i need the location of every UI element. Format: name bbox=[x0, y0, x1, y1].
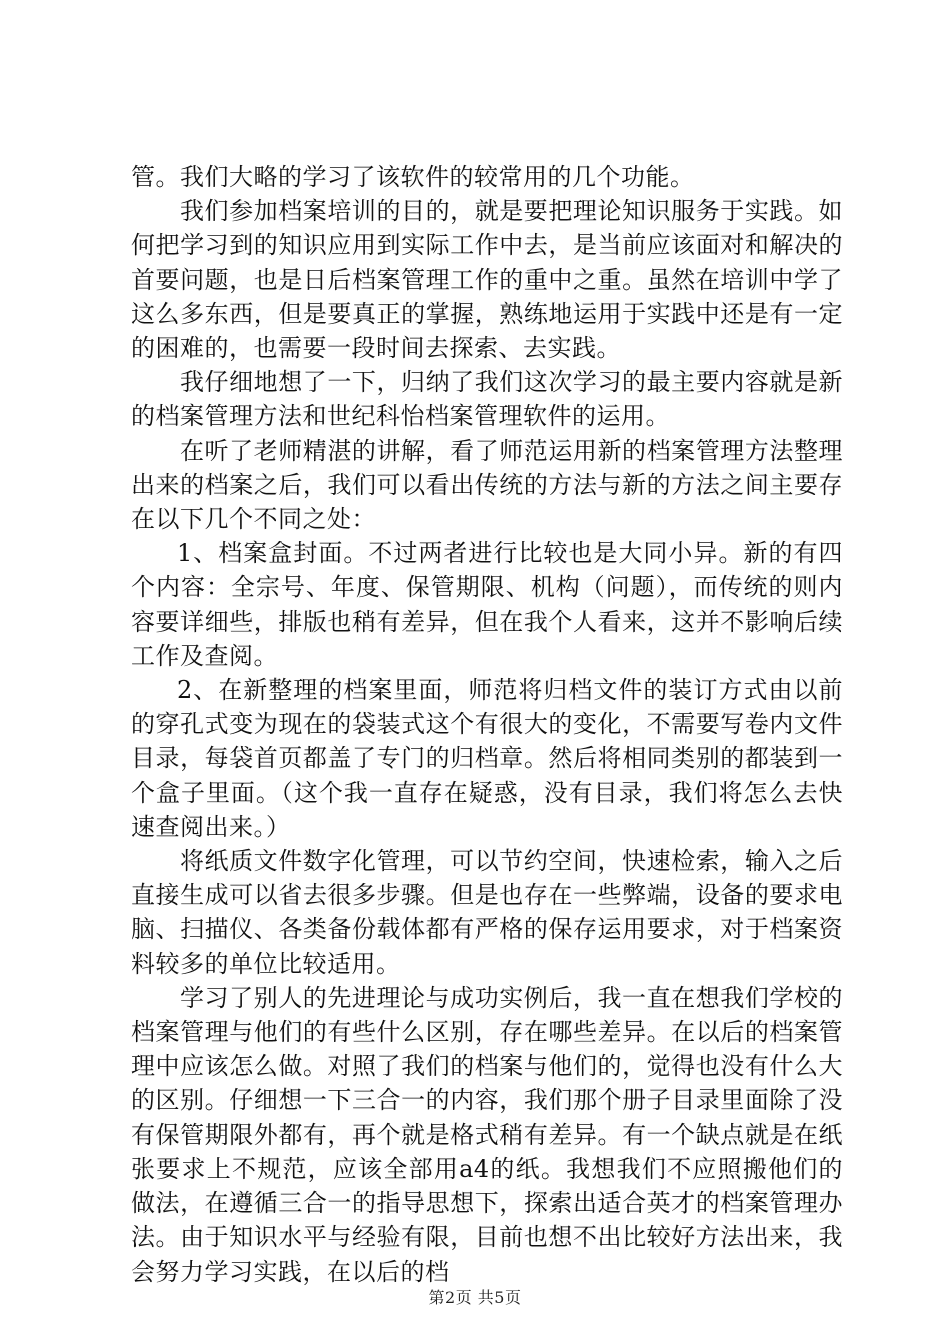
paragraph-summary: 我仔细地想了一下，归纳了我们这次学习的最主要内容就是新的档案管理方法和世纪科怡档案管理软件的运用。 bbox=[131, 368, 843, 431]
document-body bbox=[131, 160, 843, 1289]
paragraph-point-2: 2、在新整理的档案里面，师范将归档文件的装订方式由以前的穿孔式变为现在的袋装式这个有很大的变化，不需要写卷内文件目录，每袋首页都盖了专门的归档章。然后将相同类别的都装到一个盒子里面。（这个我一直存在疑惑，没有目录，我们将怎么去快速查阅出来。） bbox=[131, 676, 843, 841]
paragraph-point-1: 1、档案盒封面。不过两者进行比较也是大同小异。新的有四个内容：全宗号、年度、保管期限、机构（问题），而传统的则内容要详细些，排版也稍有差异，但在我个人看来，这并不影响后续工作及查阅。 bbox=[131, 539, 843, 670]
paragraph-differences-intro: 在听了老师精湛的讲解，看了师范运用新的档案管理方法整理出来的档案之后，我们可以看出传统的方法与新的方法之间主要存在以下几个不同之处： bbox=[131, 436, 843, 534]
paragraph-training-purpose: 我们参加档案培训的目的，就是要把理论知识服务于实践。如何把学习到的知识应用到实际工作中去，是当前应该面对和解决的首要问题，也是日后档案管理工作的重中之重。虽然在培训中学了这么多东西，但是要真正的掌握，熟练地运用于实践中还是有一定的困难的，也需要一段时间去探索、去实践。 bbox=[131, 197, 843, 363]
page-number-footer: 第2页 共5页 bbox=[428, 1288, 522, 1307]
paragraph-digitization: 将纸质文件数字化管理，可以节约空间，快速检索，输入之后直接生成可以省去很多步骤。但是也存在一些弊端，设备的要求电脑、扫描仪、各类备份载体都有严格的保存运用要求，对于档案资料较多的单位比较适用。 bbox=[131, 847, 843, 978]
paragraph-continuation: 管。我们大略的学习了该软件的较常用的几个功能。 bbox=[131, 163, 695, 191]
paragraph-reflection: 学习了别人的先进理论与成功实例后，我一直在想我们学校的档案管理与他们的有些什么区别，存在哪些差异。在以后的档案管理中应该怎么做。对照了我们的档案与他们的，觉得也没有什么大的区别。仔细想一下三合一的内容，我们那个册子目录里面除了没有保管期限外都有，再个就是格式稍有差异。有一个缺点就是在纸张要求上不规范，应该全部用a4的纸。我想我们不应照搬他们的做法，在遵循三合一的指导思想下，探索出适合英才的档案管理办法。由于知识水平与经验有限，目前也想不出比较好方法出来，我会努力学习实践，在以后的档 bbox=[131, 983, 843, 1286]
